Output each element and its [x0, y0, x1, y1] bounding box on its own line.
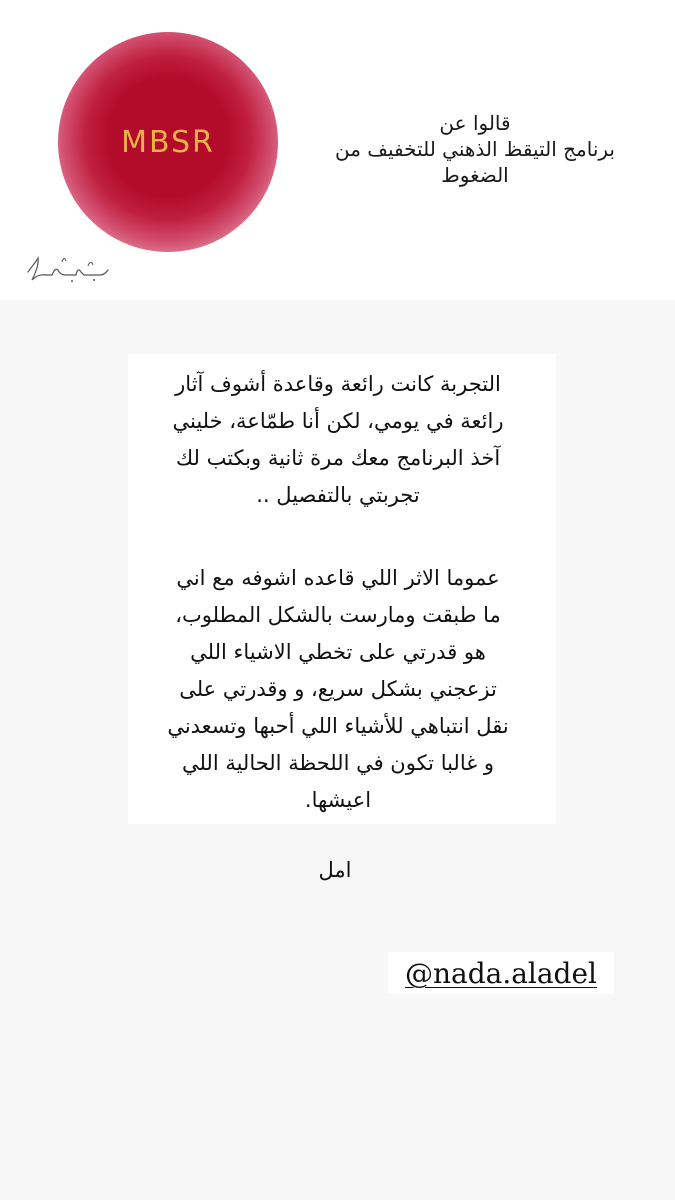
testimonial-paragraph-1: [128, 366, 548, 514]
handle-mention[interactable]: [388, 952, 614, 994]
text-line: التجربة كانت رائعة وقاعدة أشوف آثار: [175, 372, 501, 396]
text-line: آخذ البرنامج معك مرة ثانية وبكتب لك: [175, 446, 501, 470]
text-line: نقل انتباهي للأشياء اللي أحبها وتسعدني: [167, 714, 509, 738]
text-line: تزعجني بشكل سريع، و وقدرتي على: [179, 677, 497, 701]
logo-text: MBSR: [121, 124, 215, 160]
text-line: و غالبا تكون في اللحظة الحالية اللي: [181, 751, 495, 775]
text-line: رائعة في يومي، لكن أنا طمّاعة، خليني: [172, 409, 504, 433]
text-line: عموما الاثر اللي قاعده اشوفه مع اني: [176, 566, 500, 590]
header-title: [300, 110, 650, 188]
testimonial-paragraph-2: [128, 560, 548, 819]
text-line: اعيشها.: [304, 788, 372, 812]
text-line: ما طبقت ومارست بالشكل المطلوب،: [175, 603, 501, 627]
header: [0, 0, 675, 300]
mbsr-logo: [58, 32, 278, 252]
header-title-line: برنامج التيقظ الذهني للتخفيف من: [335, 137, 615, 161]
handle-link[interactable]: @nada.aladel: [404, 956, 598, 990]
header-title-line: قالوا عن: [439, 111, 511, 135]
testimonial-author: امل: [318, 858, 352, 882]
header-title-line: الضغوط: [441, 163, 509, 187]
signature-icon: [22, 248, 112, 292]
text-line: هو قدرتي على تخطي الاشياء اللي: [190, 640, 486, 664]
text-line: تجربتي بالتفصيل ..: [256, 483, 420, 507]
